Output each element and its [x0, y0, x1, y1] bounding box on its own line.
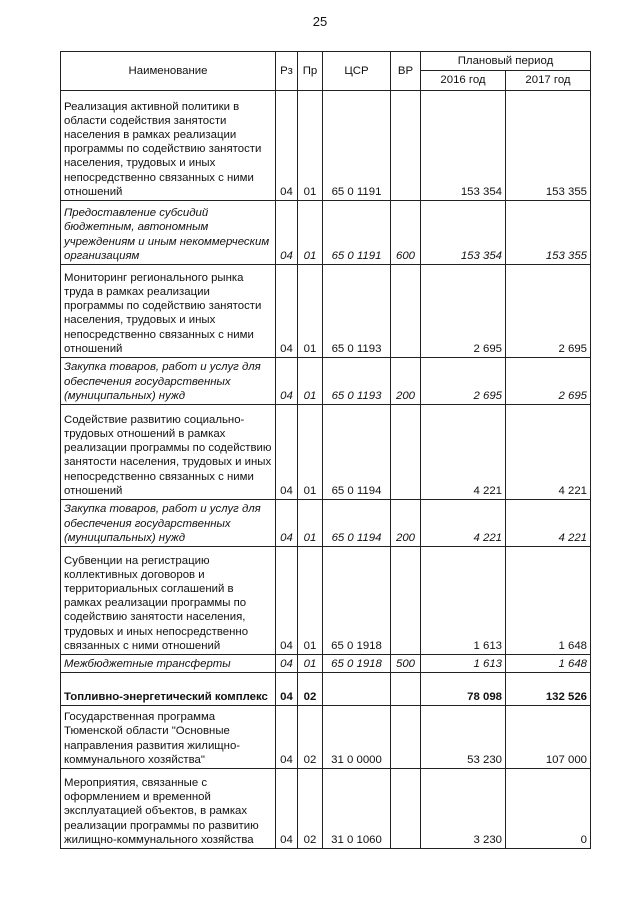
row-2017: 4 221 — [506, 405, 591, 500]
row-vr — [391, 547, 421, 655]
row-rz: 04 — [276, 265, 298, 358]
table-row — [61, 706, 591, 769]
row-pr: 02 — [298, 706, 323, 769]
row-2017: 153 355 — [506, 91, 591, 201]
header-csr: ЦСР — [323, 52, 391, 91]
row-2017: 2 695 — [506, 265, 591, 358]
row-rz: 04 — [276, 769, 298, 849]
row-2016: 78 098 — [421, 673, 506, 706]
row-name: Закупка товаров, работ и услуг для обеспечения государственных (муниципальных) нужд — [61, 358, 276, 405]
row-csr — [323, 673, 391, 706]
row-rz: 04 — [276, 91, 298, 201]
table-row — [61, 201, 591, 265]
header-name: Наименование — [61, 52, 276, 91]
row-csr: 65 0 1194 — [323, 500, 391, 547]
header-row — [61, 52, 591, 71]
table-row — [61, 547, 591, 655]
row-csr: 65 0 1194 — [323, 405, 391, 500]
row-pr: 01 — [298, 500, 323, 547]
row-name: Субвенции на регистрацию коллективных договоров и территориальных соглашений в рамках реализации программы по содействию занятости населения, трудовых и иных непосредственно связанных с ними отношений — [61, 547, 276, 655]
row-rz: 04 — [276, 500, 298, 547]
row-rz: 04 — [276, 201, 298, 265]
row-csr: 65 0 1191 — [323, 201, 391, 265]
row-vr — [391, 265, 421, 358]
table-row — [61, 265, 591, 358]
row-pr: 02 — [298, 673, 323, 706]
row-2016: 153 354 — [421, 91, 506, 201]
row-name: Предоставление субсидий бюджетным, автономным учреждениям и иным некоммерческим организациям — [61, 201, 276, 265]
row-2017: 107 000 — [506, 706, 591, 769]
row-2016: 1 613 — [421, 547, 506, 655]
row-pr: 01 — [298, 91, 323, 201]
row-vr: 500 — [391, 655, 421, 673]
row-2016: 4 221 — [421, 405, 506, 500]
row-2017: 153 355 — [506, 201, 591, 265]
row-rz: 04 — [276, 655, 298, 673]
row-2016: 3 230 — [421, 769, 506, 849]
row-vr: 200 — [391, 358, 421, 405]
table-row — [61, 358, 591, 405]
header-year-2016: 2016 год — [421, 71, 506, 91]
row-2017: 1 648 — [506, 547, 591, 655]
row-rz: 04 — [276, 405, 298, 500]
page-number: 25 — [312, 14, 328, 29]
row-csr: 65 0 1918 — [323, 655, 391, 673]
header-rz: Рз — [276, 52, 298, 91]
row-name: Мероприятия, связанные с оформлением и временной эксплуатацией объектов, в рамках реализации программы по развитию жилищно-коммунального хозяйства — [61, 769, 276, 849]
row-name: Содействие развитию социально-трудовых отношений в рамках реализации программы по содействию занятости населения, трудовых и иных непосредственно связанных с ними отношений — [61, 405, 276, 500]
row-pr: 01 — [298, 547, 323, 655]
row-pr: 01 — [298, 358, 323, 405]
row-csr: 31 0 0000 — [323, 706, 391, 769]
row-2016: 4 221 — [421, 500, 506, 547]
row-2017: 132 526 — [506, 673, 591, 706]
header-vr: ВР — [391, 52, 421, 91]
row-vr — [391, 91, 421, 201]
row-name: Закупка товаров, работ и услуг для обеспечения государственных (муниципальных) нужд — [61, 500, 276, 547]
header-planned-period: Плановый период — [421, 52, 591, 71]
row-pr: 02 — [298, 769, 323, 849]
row-pr: 01 — [298, 655, 323, 673]
row-2016: 53 230 — [421, 706, 506, 769]
row-name: Межбюджетные трансферты — [61, 655, 276, 673]
row-vr — [391, 405, 421, 500]
row-rz: 04 — [276, 358, 298, 405]
table-row — [61, 673, 591, 706]
header-pr: Пр — [298, 52, 323, 91]
table-row — [61, 655, 591, 673]
row-rz: 04 — [276, 673, 298, 706]
table-row — [61, 91, 591, 201]
row-csr: 65 0 1193 — [323, 265, 391, 358]
row-csr: 65 0 1193 — [323, 358, 391, 405]
row-vr — [391, 706, 421, 769]
row-csr: 65 0 1918 — [323, 547, 391, 655]
row-pr: 01 — [298, 405, 323, 500]
row-2016: 2 695 — [421, 358, 506, 405]
row-pr: 01 — [298, 201, 323, 265]
table-row — [61, 500, 591, 547]
budget-table — [60, 51, 591, 849]
table-row — [61, 769, 591, 849]
row-vr: 600 — [391, 201, 421, 265]
row-2017: 4 221 — [506, 500, 591, 547]
row-rz: 04 — [276, 547, 298, 655]
row-pr: 01 — [298, 265, 323, 358]
row-name: Топливно-энергетический комплекс — [61, 673, 276, 706]
row-2017: 2 695 — [506, 358, 591, 405]
row-vr — [391, 673, 421, 706]
row-2017: 1 648 — [506, 655, 591, 673]
row-2017: 0 — [506, 769, 591, 849]
header-year-2017: 2017 год — [506, 71, 591, 91]
row-name: Мониторинг регионального рынка труда в рамках реализации программы по содействию занятости населения, трудовых и иных непосредственно связанных с ними отношений — [61, 265, 276, 358]
row-name: Государственная программа Тюменской области "Основные направления развития жилищно-коммунального хозяйства" — [61, 706, 276, 769]
table-row — [61, 405, 591, 500]
row-vr — [391, 769, 421, 849]
row-rz: 04 — [276, 706, 298, 769]
row-name: Реализация активной политики в области содействия занятости населения в рамках реализации программы по содействию занятости населения, трудовых и иных непосредственно связанных с ними отношений — [61, 91, 276, 201]
row-2016: 153 354 — [421, 201, 506, 265]
row-2016: 2 695 — [421, 265, 506, 358]
row-csr: 65 0 1191 — [323, 91, 391, 201]
row-vr: 200 — [391, 500, 421, 547]
row-2016: 1 613 — [421, 655, 506, 673]
row-csr: 31 0 1060 — [323, 769, 391, 849]
